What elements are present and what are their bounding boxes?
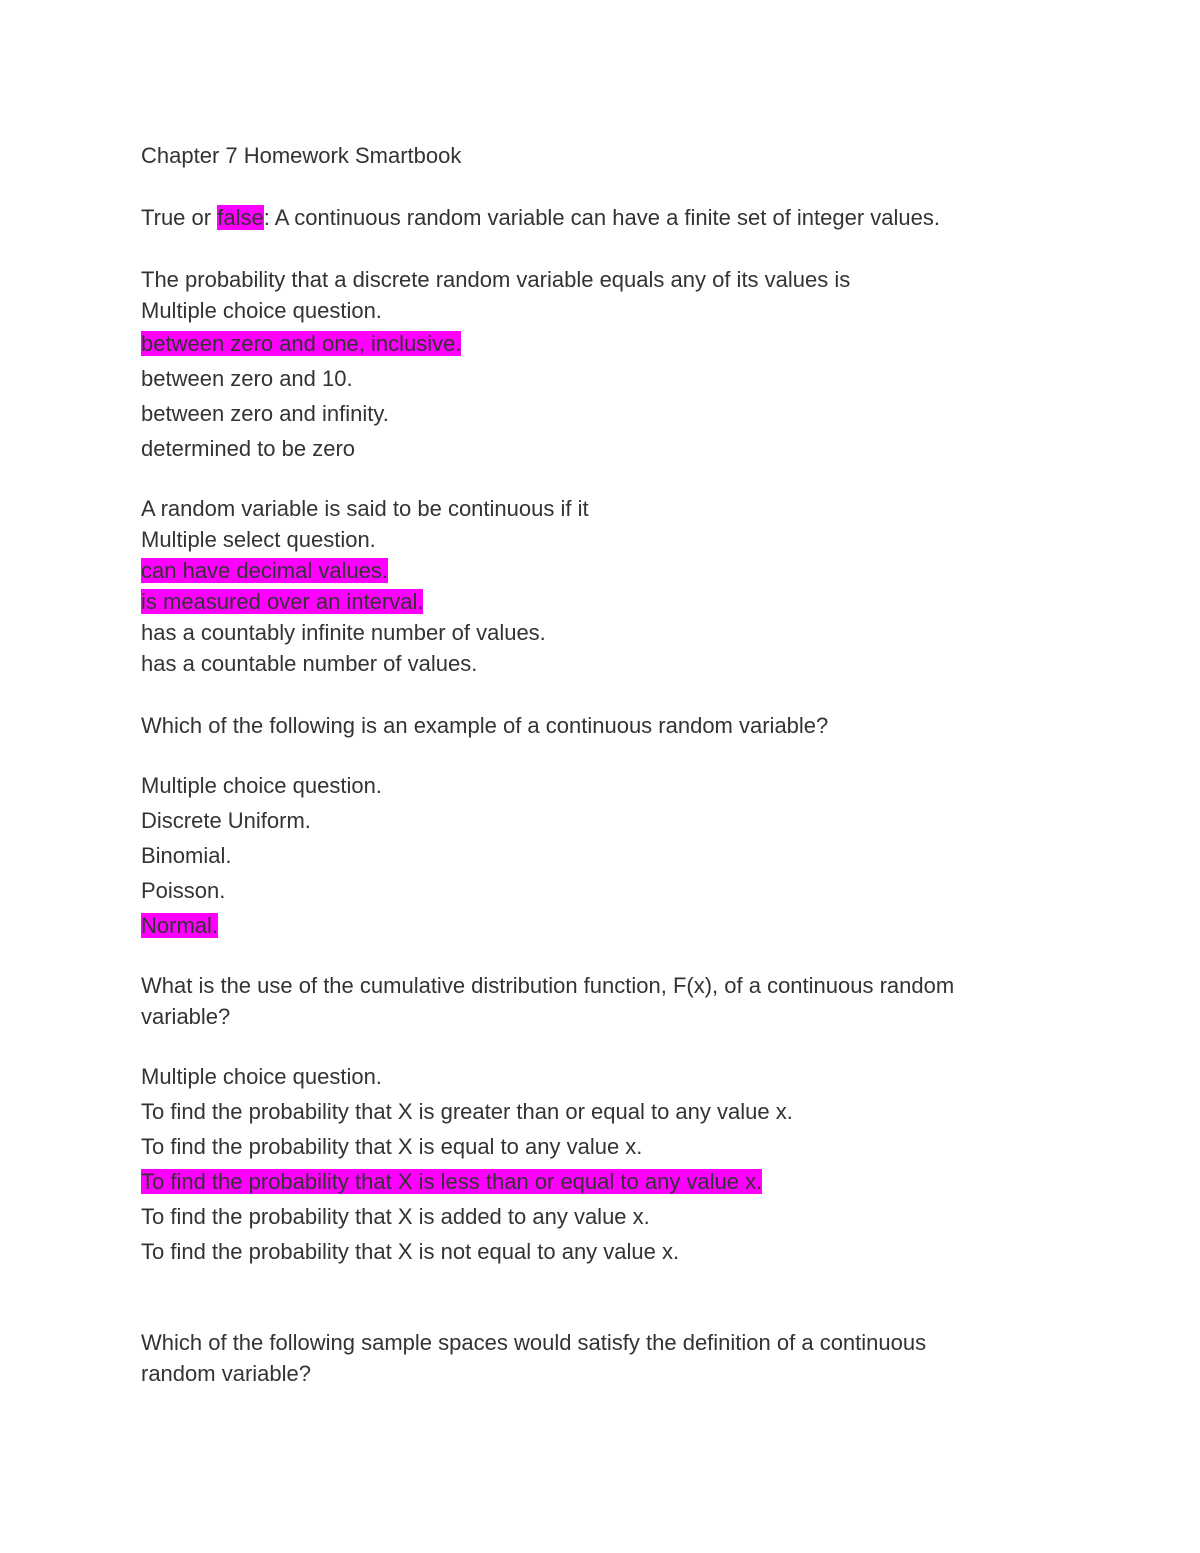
question-2-answer-highlight: between zero and one, inclusive. (141, 331, 462, 356)
question-4-option: Discrete Uniform. (141, 808, 311, 833)
question-5-option: To find the probability that X is greater than or equal to any value x. (141, 1099, 793, 1124)
question-5-text: What is the use of the cumulative distribution function, F(x), of a continuous random variable? (141, 973, 955, 1029)
question-1-suffix: : A continuous random variable can have a finite set of integer values. (263, 205, 941, 230)
question-5-type: Multiple choice question. (141, 1064, 382, 1089)
question-4-type: Multiple choice question. (141, 773, 382, 798)
question-3-option (141, 586, 1041, 617)
question-4-option: Poisson. (141, 878, 226, 903)
question-1 (141, 202, 1041, 233)
question-3-type: Multiple select question. (141, 527, 376, 552)
question-3-answer-highlight: is measured over an interval. (141, 589, 424, 614)
question-2-option: determined to be zero (141, 436, 356, 461)
question-6-text: Which of the following sample spaces would satisfy the definition of a continuous random variable? (141, 1330, 927, 1386)
question-5-option: To find the probability that X is equal to any value x. (141, 1134, 643, 1159)
question-3-option: has a countably infinite number of values. (141, 620, 546, 645)
question-4-text: Which of the following is an example of a continuous random variable? (141, 713, 829, 738)
question-4-option: Binomial. (141, 843, 232, 868)
question-3-text: A random variable is said to be continuous if it (141, 496, 589, 521)
question-3-option: has a countable number of values. (141, 651, 478, 676)
question-2-option (141, 326, 1041, 361)
question-4-option (141, 908, 1041, 943)
question-3-option (141, 555, 1041, 586)
document-page (141, 140, 1041, 1389)
question-5-answer-highlight: To find the probability that X is less than or equal to any value x. (141, 1169, 763, 1194)
question-3-answer-highlight: can have decimal values. (141, 558, 389, 583)
question-4-answer-highlight: Normal. (141, 913, 219, 938)
question-1-prefix: True or (141, 205, 218, 230)
question-2-option: between zero and infinity. (141, 401, 389, 426)
question-5-option (141, 1164, 1041, 1199)
question-1-answer-highlight: false (217, 205, 264, 230)
question-5-option: To find the probability that X is added to any value x. (141, 1204, 650, 1229)
question-2-option: between zero and 10. (141, 366, 353, 391)
question-5-option: To find the probability that X is not equal to any value x. (141, 1239, 680, 1264)
document-title: Chapter 7 Homework Smartbook (141, 143, 462, 168)
question-2-type: Multiple choice question. (141, 298, 382, 323)
question-2-text: The probability that a discrete random variable equals any of its values is (141, 267, 851, 292)
